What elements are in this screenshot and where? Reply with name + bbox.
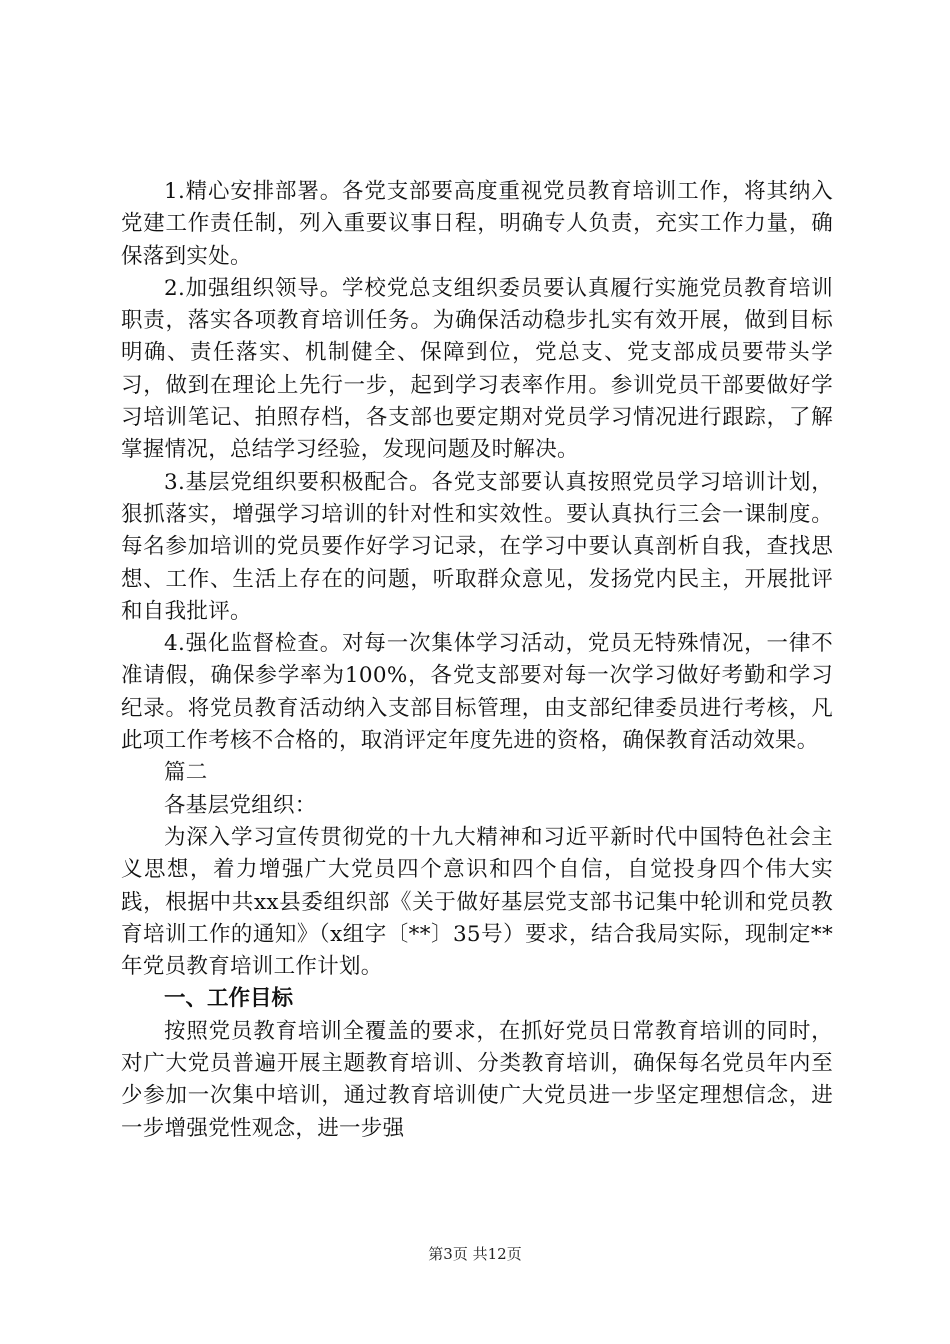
page-number-footer: 第3页 共12页	[428, 1245, 522, 1263]
section-label: 篇二	[164, 760, 208, 786]
paragraph-3: 3.基层党组织要积极配合。各党支部要认真按照党员学习培训计划，狠抓落实，增强学习培训的针对性和实效性。要认真执行三会一课制度。每名参加培训的党员要作好学习记录，在学习中要认真剖析自我，查找思想、工作、生活上存在的问题，听取群众意见，发扬党内民主，开展批评和自我批评。	[121, 469, 833, 624]
salutation: 各基层党组织：	[164, 792, 317, 818]
paragraph-2: 2.加强组织领导。学校党总支组织委员要认真履行实施党员教育培训职责，落实各项教育培训任务。为确保活动稳步扎实有效开展，做到目标明确、责任落实、机制健全、保障到位，党总支、党支部成员要带头学习，做到在理论上先行一步，起到学习表率作用。参训党员干部要做好学习培训笔记、拍照存档，各支部也要定期对党员学习情况进行跟踪，了解掌握情况，总结学习经验，发现问题及时解决。	[121, 275, 833, 463]
section-heading: 一、工作目标	[164, 986, 294, 1012]
document-body	[121, 176, 833, 1145]
goal-paragraph: 按照党员教育培训全覆盖的要求，在抓好党员日常教育培训的同时，对广大党员普遍开展主题教育培训、分类教育培训，确保每名党员年内至少参加一次集中培训，通过教育培训使广大党员进一步坚定理想信念，进一步增强党性观念，进一步强	[121, 1018, 833, 1141]
intro-paragraph: 为深入学习宣传贯彻党的十九大精神和习近平新时代中国特色社会主义思想，着力增强广大党员四个意识和四个自信，自觉投身四个伟大实践，根据中共xx县委组织部《关于做好基层党支部书记集中轮训和党员教育培训工作的通知》（x组字〔**〕35号）要求，结合我局实际，现制定**年党员教育培训工作计划。	[121, 824, 833, 980]
paragraph-1: 1.精心安排部署。各党支部要高度重视党员教育培训工作，将其纳入党建工作责任制，列入重要议事日程，明确专人负责，充实工作力量，确保落到实处。	[121, 179, 833, 269]
paragraph-4: 4.强化监督检查。对每一次集体学习活动，党员无特殊情况，一律不准请假，确保参学率为100%，各党支部要对每一次学习做好考勤和学习纪录。将党员教育活动纳入支部目标管理，由支部纪律委员进行考核，凡此项工作考核不合格的，取消评定年度先进的资格，确保教育活动效果。	[121, 631, 833, 754]
